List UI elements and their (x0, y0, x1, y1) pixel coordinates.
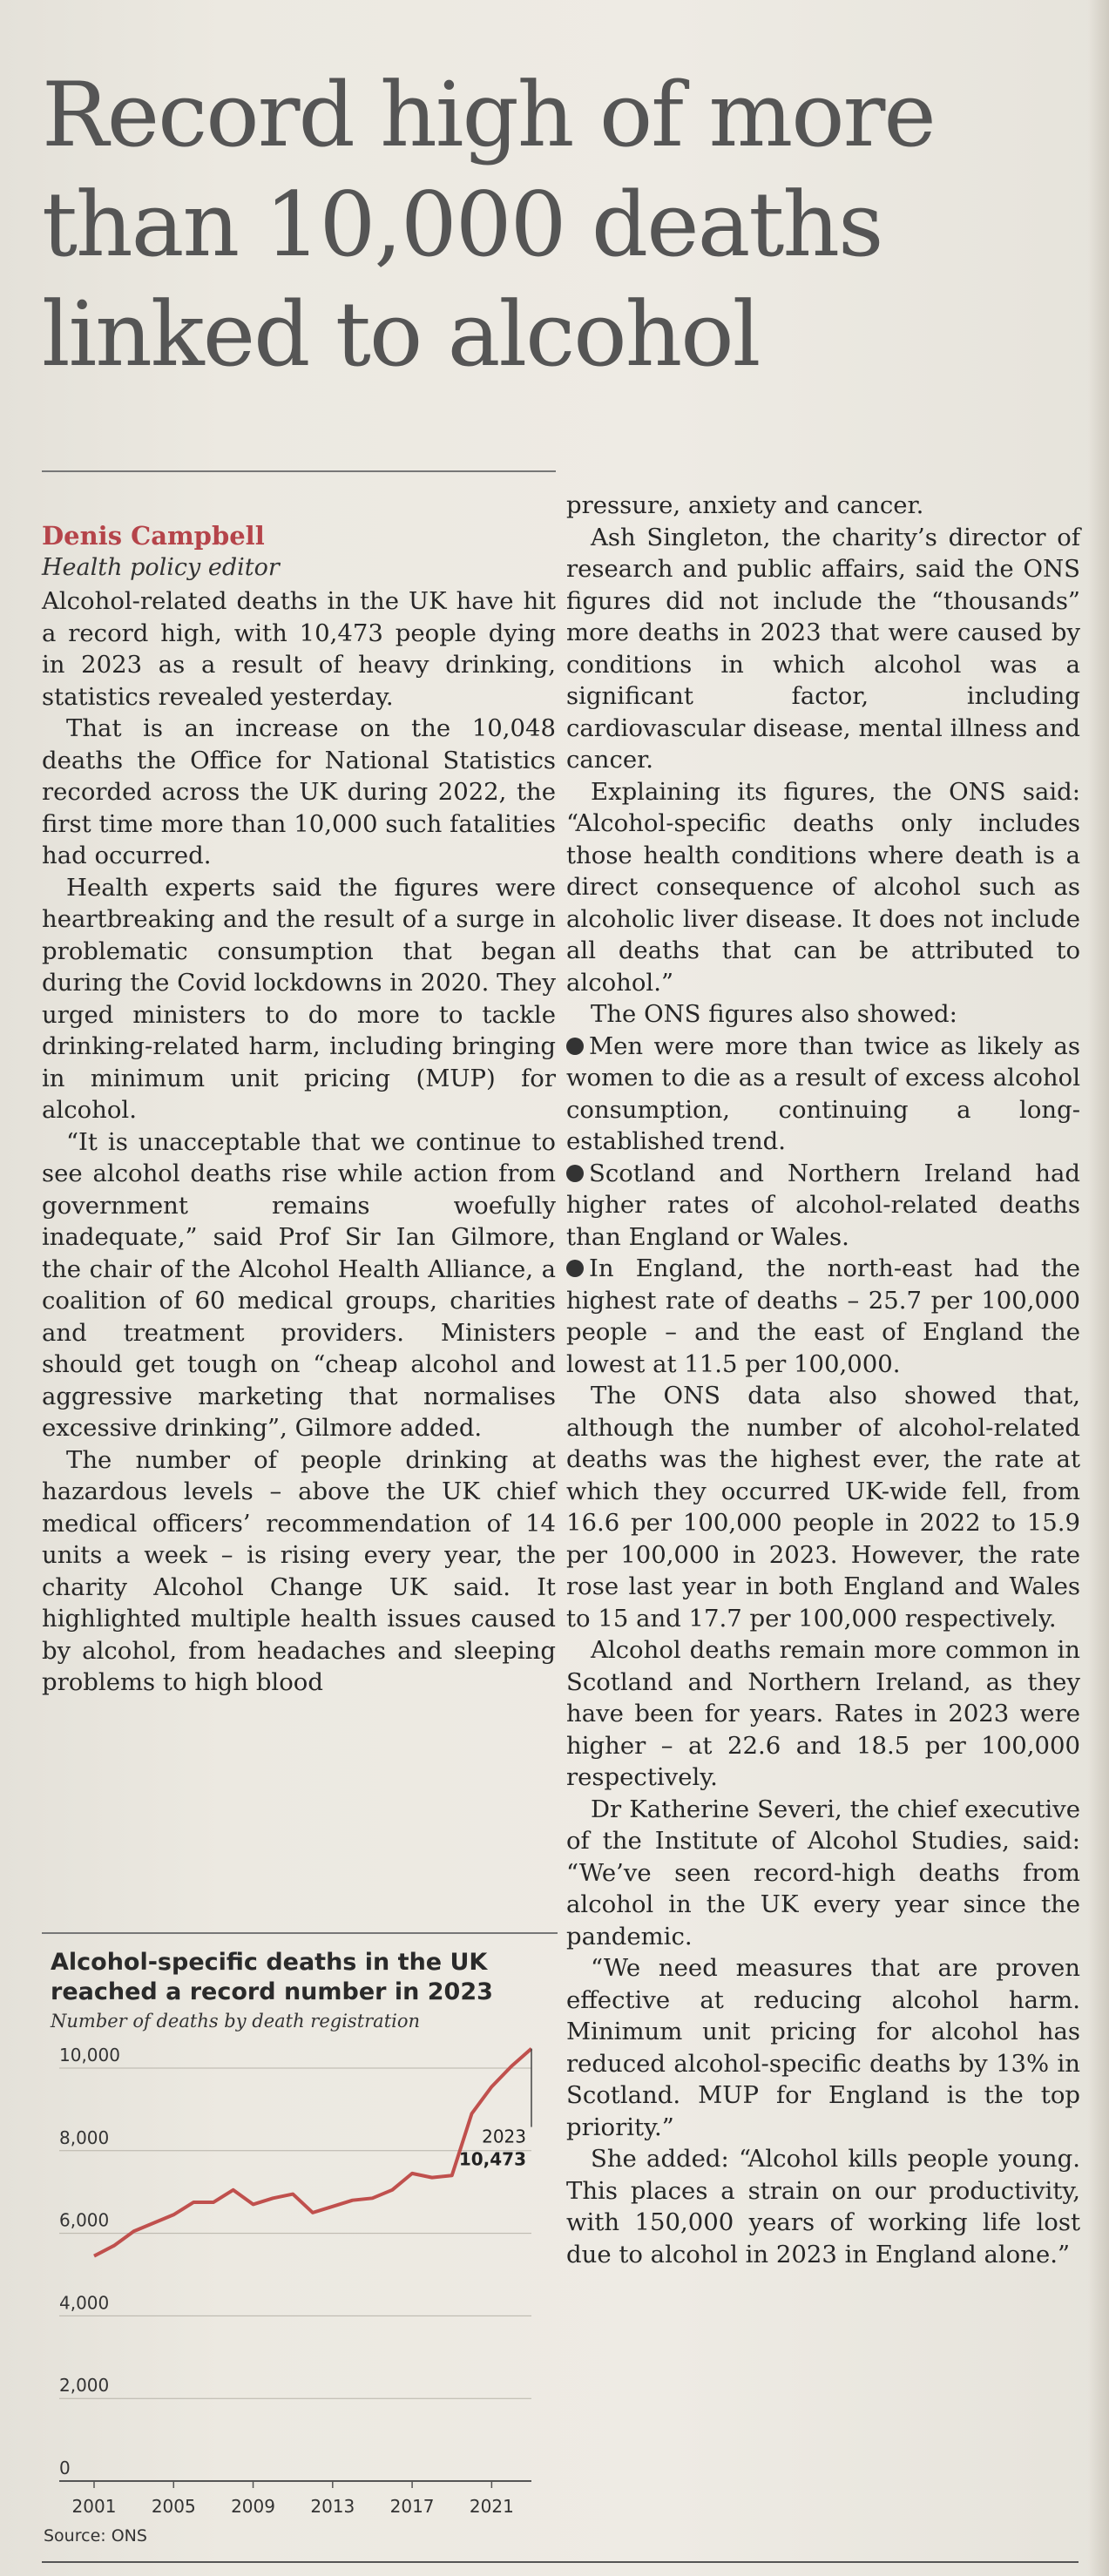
paragraph: Alcohol deaths remain more common in Scotland and Northern Ireland, as they have been for years. Rates in 2023 were higher – at 22.6 and 18.5 per 100,000 respectively. (566, 1636, 1080, 1791)
bullet-text: In England, the north-east had the highest rate of deaths – 25.7 per 100,000 people – and the east of England the lowest at 11.5 per 100,000. (566, 1254, 1080, 1378)
paragraph: The number of people drinking at hazardous levels – above the UK chief medical officers’ recommendation of 14 units a week – is rising every year, the charity Alcohol Change UK said. It highlighted multiple health issues caused by alcohol, from headaches and sleeping problems to high blood (42, 1445, 556, 1696)
paragraph: Ash Singleton, the charity’s director of research and public affairs, said the ONS figures did not include the “thousands” more deaths in 2023 that were caused by conditions in which alcohol was a significant factor, including cardiovascular disease, mental illness and cancer. (566, 523, 1080, 774)
y-tick-labels (59, 2045, 120, 2478)
x-tick-label: 2009 (231, 2496, 275, 2517)
y-tick-label: 0 (59, 2458, 71, 2478)
paragraph: Health experts said the figures were heartbreaking and the result of a surge in problematic consumption that began during the Covid lockdowns in 2020. They urged ministers to do more to tackle drinking-related harm, including bringing in minimum unit pricing (MUP) for alcohol. (42, 873, 556, 1124)
chart-grid (59, 2068, 531, 2488)
headline-divider (42, 470, 556, 472)
x-tick-label: 2017 (389, 2496, 435, 2517)
author-role: Health policy editor (42, 554, 280, 581)
bullet-item (566, 1031, 1080, 1158)
chart-title: Alcohol-specific deaths in the UK reached a record number in 2023 (51, 1949, 493, 2005)
chart-source: Source: ONS (44, 2526, 147, 2546)
paragraph: Alcohol-related deaths in the UK have hit a record high, with 10,473 people dying in 2023 as a result of heavy drinking, statistics revealed yesterday. (42, 587, 556, 711)
annotation-value: 10,473 (458, 2148, 526, 2170)
chart-subtitle: Number of deaths by death registration (51, 2011, 421, 2032)
left-column (42, 585, 556, 1699)
paragraph: “It is unacceptable that we continue to see alcohol deaths rise while action from government remains woefully inadequate,” said Prof Sir Ian Gilmore, the chair of the Alcohol Health Alliance, a coalition of 60 medical groups, charities and treatment providers. Ministers should get tough on “cheap alcohol and aggressive marketing that normalises excessive drinking”, Gilmore added. (42, 1127, 556, 1442)
x-tick-label: 2005 (151, 2496, 196, 2517)
paragraph: The ONS figures also showed: (591, 1000, 957, 1028)
annotation-year: 2023 (482, 2126, 526, 2147)
x-tick-label: 2021 (469, 2496, 514, 2517)
bullet-dot-icon (566, 1165, 584, 1182)
paragraph: Dr Katherine Severi, the chief executive of the Institute of Alcohol Studies, said: “We’ve seen record-high deaths from alcohol in the UK every year since the pandemic. (566, 1795, 1080, 1951)
paragraph: Explaining its figures, the ONS said: “Alcohol-specific deaths only includes those health conditions where death is a direct consequence of alcohol such as alcoholic liver disease. It does not include all deaths that can be attributed to alcohol.” (566, 777, 1080, 997)
right-column (566, 490, 1080, 2270)
x-tick-labels (72, 2496, 514, 2517)
x-tick-label: 2001 (71, 2496, 117, 2517)
paragraph: She added: “Alcohol kills people young. This places a strain on our productivity, with 150,000 years of working life lost due to alcohol in 2023 in England alone.” (566, 2145, 1080, 2268)
paragraph: That is an increase on the 10,048 deaths the Office for National Statistics recorded across the UK during 2022, the first time more than 10,000 such fatalities had occurred. (42, 714, 556, 869)
y-tick-label: 4,000 (59, 2292, 110, 2314)
paragraph: The ONS data also showed that, although the number of alcohol-related deaths was the highest ever, the rate at which they occurred UK-wide fell, from 16.6 per 100,000 people in 2022 to 15.9 per 100,000 in 2023. However, the rate rose last year in both England and Wales to 15 and 17.7 per 100,000 respectively. (566, 1382, 1080, 1633)
y-tick-label: 8,000 (59, 2126, 110, 2148)
x-tick-label: 2013 (310, 2496, 355, 2517)
byline (42, 519, 565, 584)
chart-box (42, 1932, 558, 2547)
headline: Record high of more than 10,000 deaths linked to alcohol (42, 64, 935, 387)
bullet-item (566, 1253, 1080, 1380)
chart-top-rule (42, 1932, 558, 1934)
paragraph-continuation: pressure, anxiety and cancer. (566, 491, 924, 519)
paragraph: “We need measures that are proven effective at reducing alcohol harm. Minimum unit pricing for alcohol has reduced alcohol-specific deaths by 13% in Scotland. MUP for England is the top priority.” (566, 1954, 1080, 2141)
bullet-item (566, 1158, 1080, 1254)
page-edge-shadow (1088, 0, 1109, 2576)
bottom-divider (42, 2561, 1079, 2563)
y-tick-label: 6,000 (59, 2209, 110, 2231)
y-tick-label: 2,000 (59, 2375, 110, 2397)
bullet-dot-icon (566, 1038, 584, 1055)
bullet-dot-icon (566, 1260, 584, 1277)
y-tick-label: 10,000 (59, 2045, 120, 2066)
line-chart (42, 2045, 558, 2525)
chart-annotation (459, 2049, 531, 2170)
bullet-text: Scotland and Northern Ireland had higher rates of alcohol-related deaths than England or Wales. (566, 1159, 1080, 1251)
author-name: Denis Campbell (42, 521, 265, 551)
bullet-text: Men were more than twice as likely as women to die as a result of excess alcohol consumption, continuing a long-established trend. (566, 1031, 1080, 1155)
